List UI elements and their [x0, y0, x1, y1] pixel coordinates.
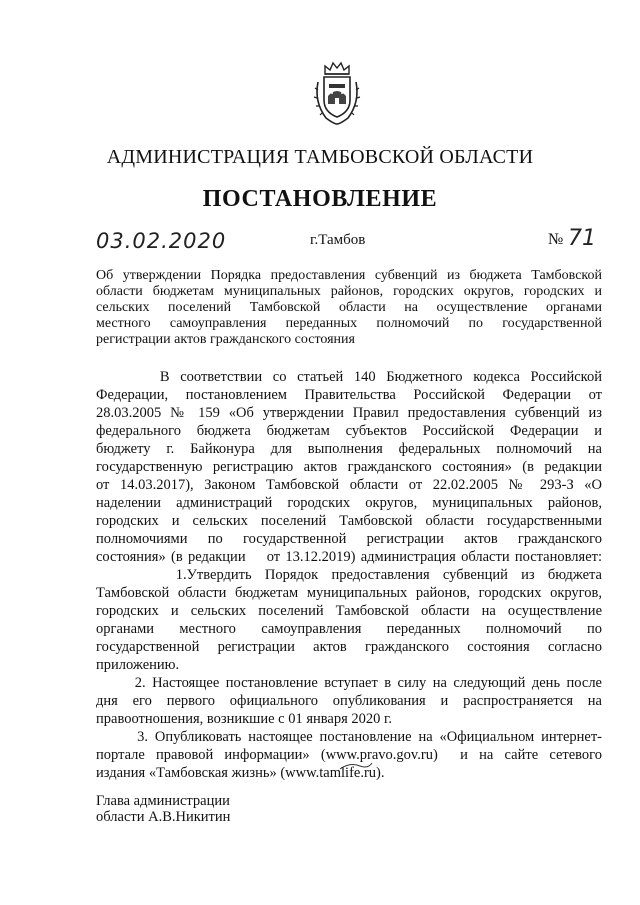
- body-line: федерального бюджета бюджетам субъектов Российской Федерации и: [96, 423, 602, 439]
- signature-position: Глава администрации: [96, 793, 230, 809]
- title-line: местного самоуправления переданных полномочий по государственной: [96, 316, 602, 331]
- document-number: 71: [568, 226, 596, 251]
- body-line: состояния» (в редакции от 13.12.2019) администрация области постановляет:: [96, 549, 602, 565]
- body-line: 28.03.2005 № 159 «Об утверждении Правил предоставления субвенций из: [96, 405, 602, 421]
- body-line: Тамбовской области бюджетам муниципальных районов, городских округов,: [96, 585, 602, 601]
- title-line: Об утверждении Порядка предоставления субвенций из бюджета Тамбовской: [96, 268, 602, 283]
- title-line: регистрации актов гражданского состояния: [96, 332, 355, 347]
- body-line: полномочиями по государственной регистрации актов гражданского: [96, 531, 602, 547]
- body-line: В соответствии со статьей 140 Бюджетного кодекса Российской: [96, 369, 602, 385]
- body-line: бюджету г. Байконура для выполнения федеральных полномочий на: [96, 441, 602, 457]
- body-line: правоотношения, возникшие с 01 января 2020 г.: [96, 711, 392, 727]
- document-body: [96, 368, 602, 782]
- body-line: издания «Тамбовская жизнь» (www.tamlife.ru).: [96, 765, 385, 781]
- body-line: городских и сельских поселений Тамбовской области государственными: [96, 513, 602, 529]
- body-line: приложению.: [96, 657, 180, 673]
- body-line: дня его первого официального опубликования и распространяется на: [96, 693, 602, 709]
- document-type: ПОСТАНОВЛЕНИЕ: [202, 186, 438, 212]
- title-line: сельских поселений Тамбовской области на осуществление органами: [96, 300, 602, 315]
- body-line: наделении администраций городских округов, муниципальных районов,: [96, 495, 602, 511]
- body-line: органами местного самоуправления переданных полномочий по: [96, 621, 602, 637]
- body-line: 3. Опубликовать настоящее постановление на «Официальном интернет-: [96, 729, 602, 745]
- body-line: портале правовой информации» (www.pravo.gov.ru) и на сайте сетевого: [96, 747, 602, 763]
- body-line: государственную регистрацию актов гражданского состояния» (в редакции: [96, 459, 602, 475]
- body-line: от 14.03.2017), Законом Тамбовской области от 22.02.2005 № 293-З «О: [96, 477, 602, 493]
- body-line: 1.Утвердить Порядок предоставления субвенций из бюджета: [96, 567, 602, 583]
- document-city: г.Тамбов: [310, 232, 366, 248]
- signature-block: [96, 793, 230, 825]
- signature-name: области А.В.Никитин: [96, 809, 231, 825]
- title-line: области бюджетам муниципальных районов, городских округов, городских и: [96, 284, 602, 299]
- organization-name: АДМИНИСТРАЦИЯ ТАМБОВСКОЙ ОБЛАСТИ: [106, 146, 534, 168]
- document-date: 03.02.2020: [96, 229, 227, 253]
- document-number-label: №: [548, 231, 564, 248]
- body-line: 2. Настоящее постановление вступает в силу на следующий день после: [96, 675, 602, 691]
- body-line: государственной регистрации актов гражданского состояния согласно: [96, 639, 602, 655]
- coat-of-arms-icon: [312, 60, 362, 126]
- document-title: [96, 268, 602, 348]
- body-line: городских и сельских поселений Тамбовской области на осуществление: [96, 603, 602, 619]
- body-line: Федерации, постановлением Правительства Российской Федерации от: [96, 387, 602, 403]
- signature-mark-icon: [338, 760, 374, 772]
